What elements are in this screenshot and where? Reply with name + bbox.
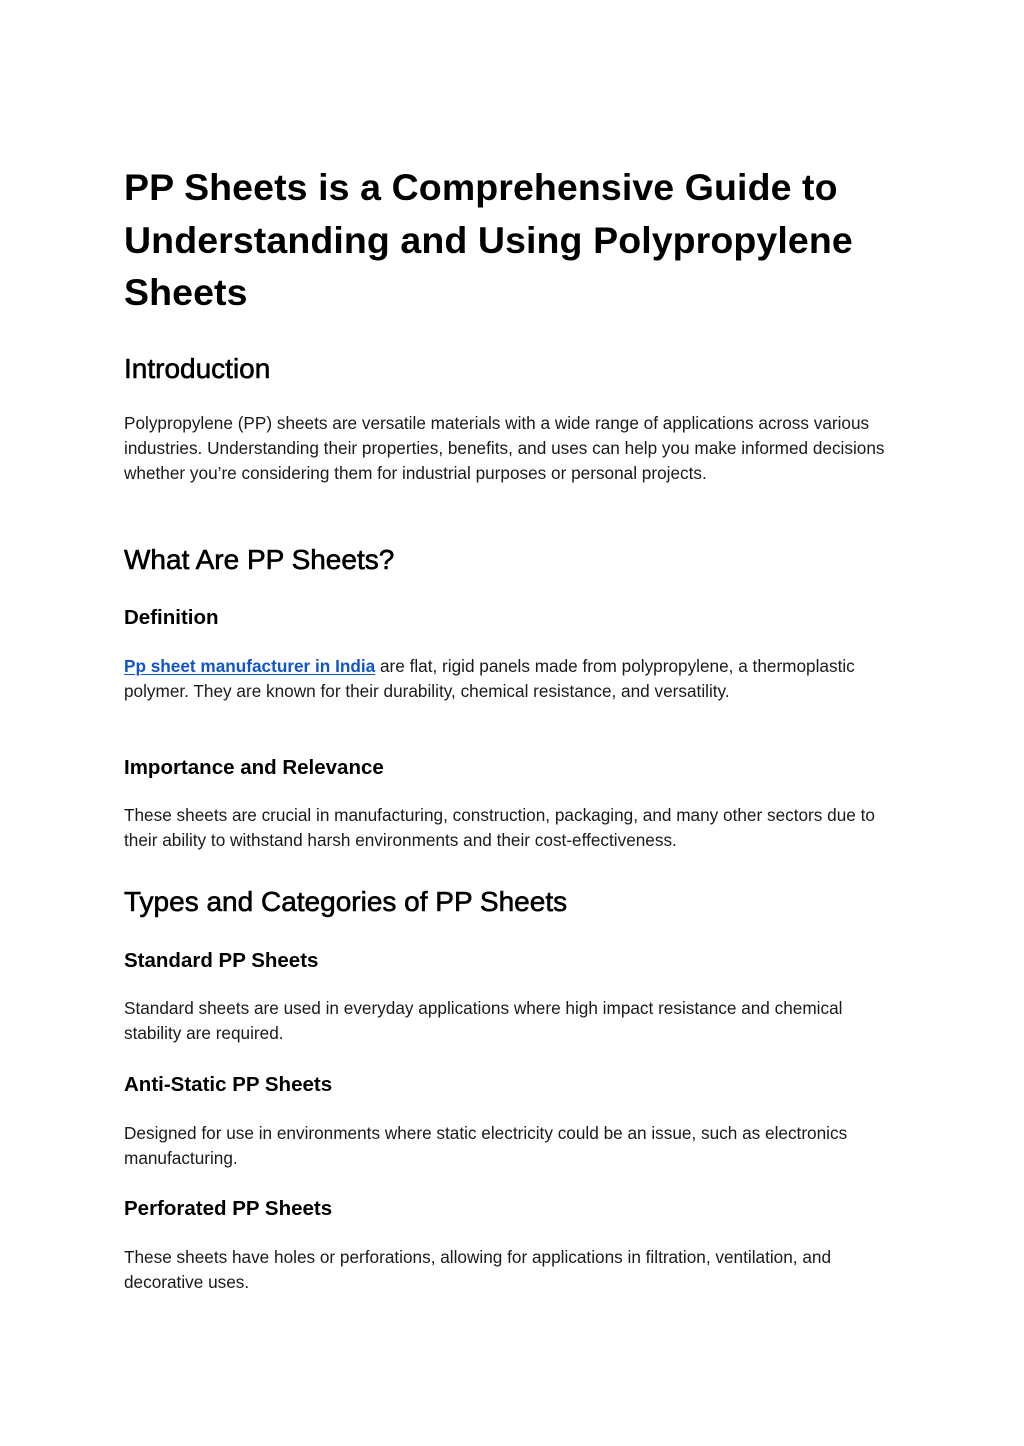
introduction-paragraph: Polypropylene (PP) sheets are versatile materials with a wide range of applications across various industries. Understanding their properties, benefits, and uses can help you make informed decisions whether you’re considering them for industrial purposes or personal projects. xyxy=(124,413,885,483)
subheading-perforated-pp-sheets: Perforated PP Sheets xyxy=(124,1197,333,1220)
subheading-importance-and-relevance: Importance and Relevance xyxy=(124,756,384,779)
standard-pp-sheets-paragraph: Standard sheets are used in everyday applications where high impact resistance and chemical stability are required. xyxy=(124,998,843,1043)
section-heading-introduction: Introduction xyxy=(124,353,271,384)
importance-paragraph: These sheets are crucial in manufacturing, construction, packaging, and many other sectors due to their ability to withstand harsh environments and their cost-effectiveness. xyxy=(124,805,875,850)
anti-static-pp-sheets-paragraph: Designed for use in environments where static electricity could be an issue, such as electronics manufacturing. xyxy=(124,1123,848,1168)
section-heading-types-and-categories: Types and Categories of PP Sheets xyxy=(124,886,568,917)
definition-paragraph xyxy=(124,654,899,704)
document-title: PP Sheets is a Comprehensive Guide to Understanding and Using Polypropylene Sheets xyxy=(124,166,853,313)
subheading-anti-static-pp-sheets: Anti-Static PP Sheets xyxy=(124,1073,333,1096)
pp-sheet-manufacturer-link[interactable]: Pp sheet manufacturer in India xyxy=(124,656,376,676)
section-heading-what-are-pp-sheets: What Are PP Sheets? xyxy=(124,544,395,575)
subheading-standard-pp-sheets: Standard PP Sheets xyxy=(124,949,319,972)
perforated-pp-sheets-paragraph: These sheets have holes or perforations, allowing for applications in filtration, ventilation, and decorative uses. xyxy=(124,1247,832,1292)
definition-text: are flat, rigid panels made from polypropylene, a thermoplastic polymer. They are known for their durability, chemical resistance, and versatility. xyxy=(124,656,855,701)
subheading-definition: Definition xyxy=(124,606,219,629)
